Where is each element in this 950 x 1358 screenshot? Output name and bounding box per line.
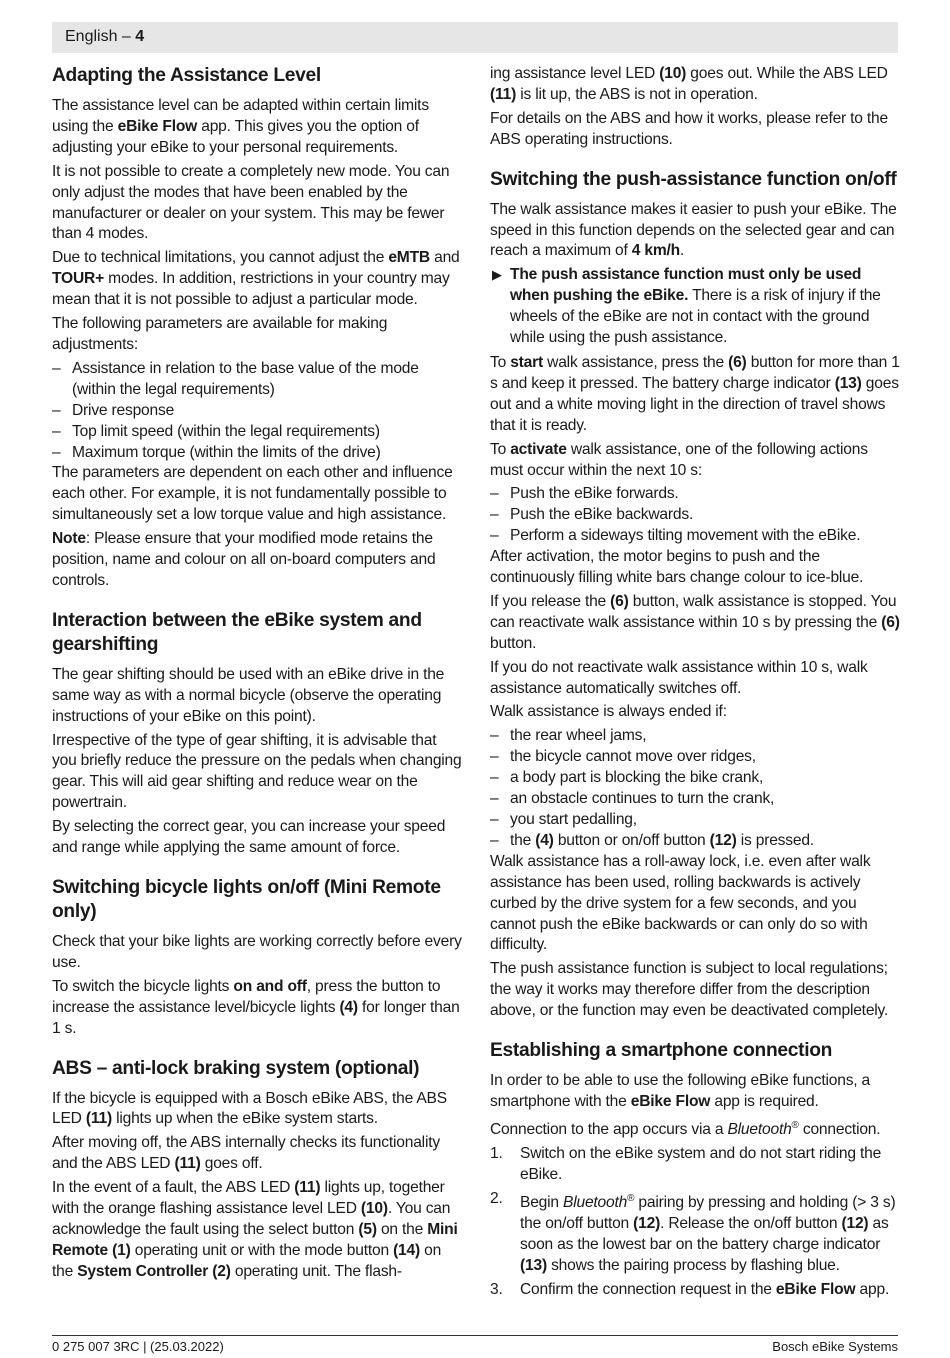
paragraph: The gear shifting should be used with an eBike drive in the same way as with a normal bicycle (observe the operating instructions of your eBike on this point). (52, 665, 445, 725)
paragraph: Walk assistance is always ended if: (490, 703, 727, 721)
paragraph: If you release the (6) button, walk assistance is stopped. You can reactivate walk assistance within 10 s by pressing the (6) button. (490, 592, 900, 652)
section-title-abs: ABS – anti-lock braking system (optional) (52, 1057, 420, 1079)
section-title-smartphone: Establishing a smartphone connection (490, 1040, 833, 1062)
header-label: English – 4 (65, 28, 145, 45)
footer-divider (52, 1335, 898, 1336)
page-header (52, 22, 898, 53)
paragraph: The parameters are dependent on each other and influence each other. For example, it is not fundamentally possible to simultaneously set a low torque value and high assistance. (52, 464, 453, 524)
parameter-list (52, 359, 462, 464)
activation-list (490, 484, 900, 547)
paragraph: It is not possible to create a completely new mode. You can only adjust the modes that have been enabled by the manufacturer or dealer on your system. This may be fewer than 4 modes. (52, 162, 450, 243)
list-item: – Push the eBike backwards. (490, 505, 900, 526)
paragraph: If you do not reactivate walk assistance within 10 s, walk assistance automatically switches off. (490, 658, 868, 697)
paragraph: ing assistance level LED (10) goes out. While the ABS LED (11) is lit up, the ABS is not in operation. (490, 65, 888, 103)
end-conditions-list (490, 726, 900, 851)
paragraph: The walk assistance makes it easier to push your eBike. The speed in this function depends on the selected gear and can reach a maximum of 4 km/h. (490, 200, 897, 260)
paragraph: The assistance level can be adapted within certain limits using the eBike Flow app. This gives you the option of adjusting your eBike to your personal requirements. (52, 97, 429, 156)
step-item: 3. Confirm the connection request in the eBike Flow app. (490, 1280, 890, 1298)
paragraph: Check that your bike lights are working correctly before every use. (52, 933, 462, 971)
left-column (52, 64, 462, 1286)
section-title-bicycle-lights: Switching bicycle lights on/off (Mini Remote only) (52, 877, 441, 922)
list-item: – the (4) button or on/off button (12) is pressed. (490, 831, 900, 852)
paragraph: To switch the bicycle lights on and off, press the button to increase the assistance level/bicycle lights (4) for longer than 1 s. (52, 977, 460, 1037)
list-item: – Drive response (52, 401, 462, 422)
list-item: – the rear wheel jams, (490, 726, 900, 747)
note-paragraph: Note: Please ensure that your modified mode retains the position, name and colour on all on-board computers and controls. (52, 530, 436, 589)
list-item: – an obstacle continues to turn the crank, (490, 789, 900, 810)
list-item: – you start pedalling, (490, 810, 900, 831)
warning-item: ▶ The push assistance function must only be used when pushing the eBike. There is a risk of injury if the wheels of the eBike are not in contact with the ground while using the push assistance. (490, 265, 900, 349)
footer-brand: Bosch eBike Systems (772, 1339, 898, 1354)
step-item: 1. Switch on the eBike system and do not start riding the eBike. (490, 1144, 882, 1183)
paragraph: If the bicycle is equipped with a Bosch eBike ABS, the ABS LED (11) lights up when the eBike system starts. (52, 1089, 447, 1128)
paragraph: After moving off, the ABS internally checks its functionality and the ABS LED (11) goes off. (52, 1134, 440, 1173)
footer-doc-number: 0 275 007 3RC | (25.03.2022) (52, 1339, 224, 1354)
paragraph: For details on the ABS and how it works, please refer to the ABS operating instructions. (490, 109, 888, 148)
paragraph: To activate walk assistance, one of the following actions must occur within the next 10 s: (490, 440, 868, 479)
paragraph: Due to technical limitations, you cannot adjust the eMTB and TOUR+ modes. In addition, restrictions in your country may mean that it is not possible to adjust a particular mode. (52, 249, 460, 309)
paragraph: In order to be able to use the following eBike functions, a smartphone with the eBike Flow app is required. (490, 1072, 871, 1110)
paragraph: Irrespective of the type of gear shifting, it is advisable that you briefly reduce the pressure on the pedals when changing gear. This will aid gear shifting and reduce wear on the powertrain. (52, 731, 462, 812)
list-item: – Maximum torque (within the limits of the drive) (52, 443, 462, 464)
section-title-gearshifting: Interaction between the eBike system and gearshifting (52, 609, 422, 655)
right-column (490, 64, 900, 1304)
paragraph: The push assistance function is subject to local regulations; the way it works may therefore differ from the description above, or the function may even be deactivated completely. (490, 960, 889, 1020)
list-item: – a body part is blocking the bike crank, (490, 768, 900, 789)
paragraph: The following parameters are available for making adjustments: (52, 315, 388, 353)
list-item: – Top limit speed (within the legal requirements) (52, 422, 462, 443)
paragraph: By selecting the correct gear, you can increase your speed and range while applying the same amount of force. (52, 818, 446, 857)
paragraph: To start walk assistance, press the (6) button for more than 1 s and keep it pressed. The battery charge indicator (13) goes out and a white moving light in the direction of travel shows that it is ready. (490, 353, 900, 434)
paragraph: After activation, the motor begins to push and the continuously filling white bars change colour to ice-blue. (490, 548, 864, 587)
list-item: – Push the eBike forwards. (490, 484, 900, 505)
paragraph: Walk assistance has a roll-away lock, i.e. even after walk assistance has been used, rolling backwards is actively curbed by the drive system for a few seconds, and you cannot push the eBike backwards or can only do so with difficulty. (490, 852, 871, 954)
section-title-adapting-assistance: Adapting the Assistance Level (52, 65, 321, 86)
paragraph: In the event of a fault, the ABS LED (11) lights up, together with the orange flashing assistance level LED (10). You can acknowledge the fault using the select button (5) on the Mini Remote (1) operating unit or with the mode button (14) on the System Controller (2) operating unit. The flash- (52, 1179, 458, 1280)
list-item: – Assistance in relation to the base value of the mode (within the legal requirements) (52, 359, 462, 401)
paragraph: Connection to the app occurs via a Bluetooth® connection. (490, 1119, 881, 1139)
list-item: – the bicycle cannot move over ridges, (490, 747, 900, 768)
section-title-push-assistance: Switching the push-assistance function on/off (490, 168, 897, 190)
pairing-steps (490, 1144, 900, 1301)
list-item: – Perform a sideways tilting movement with the eBike. (490, 526, 900, 547)
step-item: 2. Begin Bluetooth® pairing by pressing and holding (> 3 s) the on/off button (12). Release the on/off button (12) as soon as the lowest bar on the battery charge indicator (13) shows the pairing process by flashing blue. (490, 1189, 896, 1274)
